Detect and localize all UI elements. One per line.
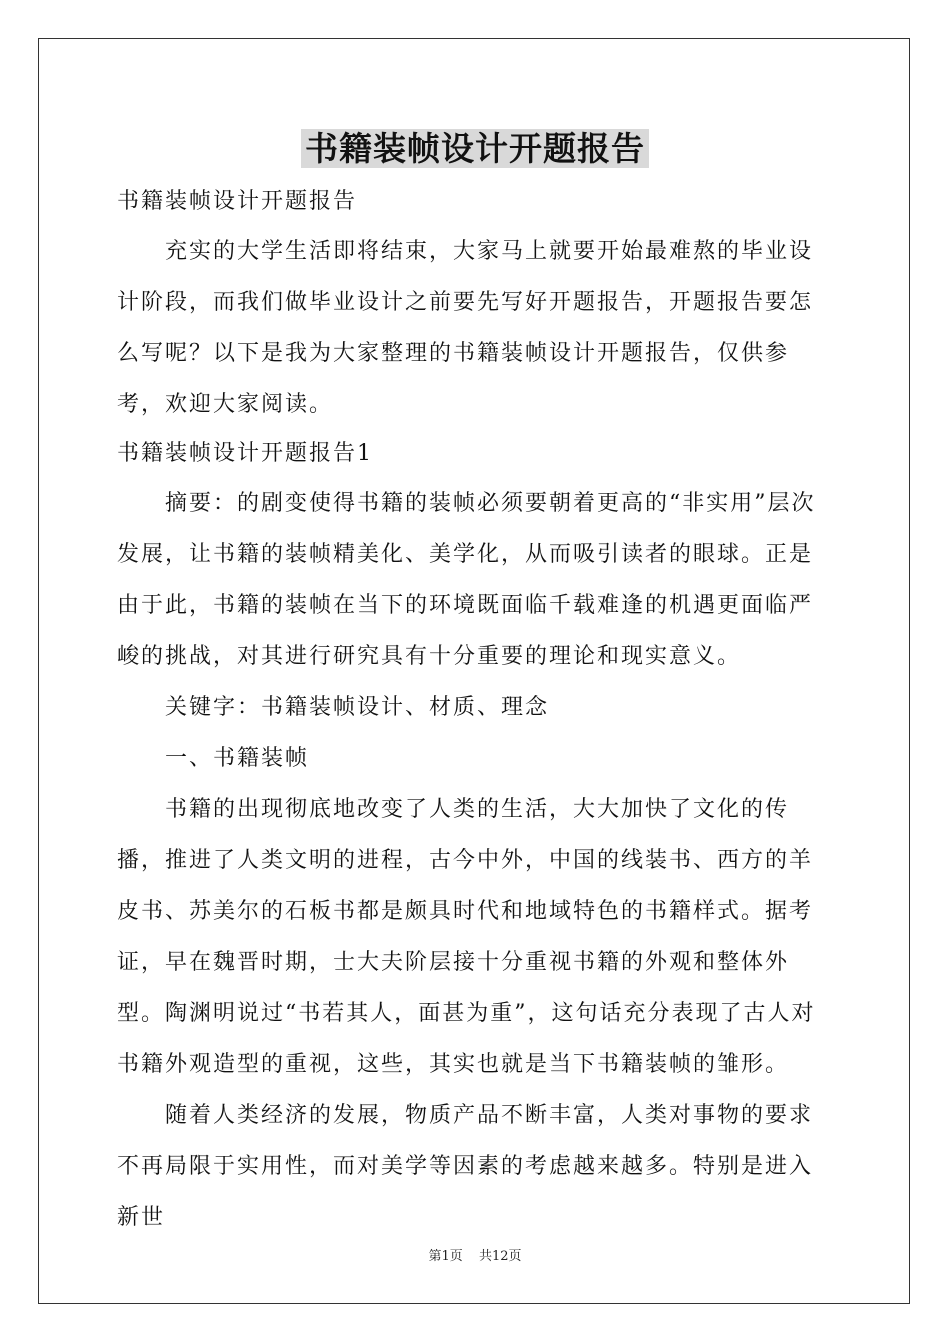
section-heading: 一、书籍装帧	[165, 746, 310, 771]
paragraph-subtitle: 书籍装帧设计开题报告	[117, 189, 358, 214]
paragraph-body-2: 随着人类经济的发展，物质产品不断丰富，人类对事物的要求不再局限于实用性，而对美学等因素的考虑越来越多。特别是进入新世	[117, 1103, 814, 1230]
paragraph-intro: 充实的大学生活即将结束，大家马上就要开始最难熬的毕业设计阶段，而我们做毕业设计之前要先写好开题报告，开题报告要怎么写呢？以下是我为大家整理的书籍装帧设计开题报告，仅供参考，欢迎大家阅读。	[117, 239, 814, 417]
document-title	[0, 126, 950, 172]
page-number-total: 共12页	[478, 1249, 522, 1264]
page-footer	[0, 1248, 950, 1266]
document-title-text: 书籍装帧设计开题报告	[301, 129, 649, 168]
paragraph-abstract: 摘要：的剧变使得书籍的装帧必须要朝着更高的“非实用”层次发展，让书籍的装帧精美化、美学化，从而吸引读者的眼球。正是由于此，书籍的装帧在当下的环境既面临千载难逢的机遇更面临严峻的挑战，对其进行研究具有十分重要的理论和现实意义。	[117, 491, 816, 669]
paragraph-body-1: 书籍的出现彻底地改变了人类的生活，大大加快了文化的传播，推进了人类文明的进程，古今中外，中国的线装书、西方的羊皮书、苏美尔的石板书都是颇具时代和地域特色的书籍样式。据考证，早在魏晋时期，士大夫阶层接十分重视书籍的外观和整体外型。陶渊明说过“书若其人，面甚为重”，这句话充分表现了古人对书籍外观造型的重视，这些，其实也就是当下书籍装帧的雏形。	[117, 797, 816, 1077]
paragraph-report-heading: 书籍装帧设计开题报告1	[117, 441, 373, 466]
paragraph-keywords: 关键字：书籍装帧设计、材质、理念	[165, 695, 550, 720]
page-number-current: 第1页	[428, 1249, 463, 1264]
document-body	[117, 178, 833, 1243]
